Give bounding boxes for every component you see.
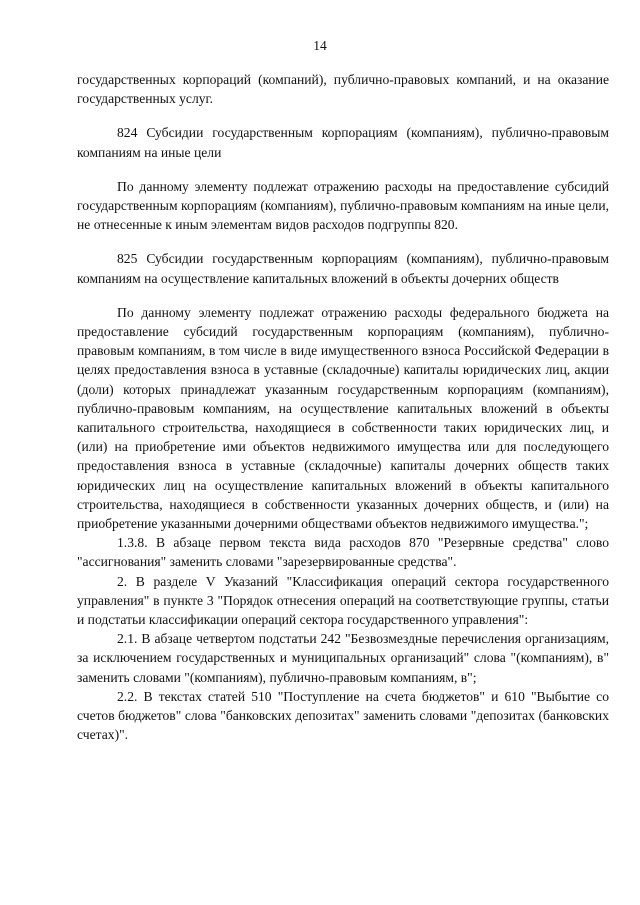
paragraph-item-1-3-8: 1.3.8. В абзаце первом текста вида расходов 870 "Резервные средства" слово "ассигнования" заменить словами "зарезервированные средства". <box>77 535 609 570</box>
paragraph-heading-825: 825 Субсидии государственным корпорациям (компаниям), публично-правовым компаниям на осуществление капитальных вложений в объекты дочерних обществ <box>77 251 609 286</box>
paragraph-item-2-2: 2.2. В текстах статей 510 "Поступление на счета бюджетов" и 610 "Выбытие со счетов бюджетов" слова "банковских депозитах" заменить словами "депозитах (банковских счетах)". <box>77 688 609 743</box>
document-body <box>77 70 609 745</box>
paragraph-description-824: По данному элементу подлежат отражению расходы на предоставление субсидий государственным корпорациям (компаниям), публично-правовым компаниям на иные цели, не отнесенные к иным элементам видов расходов подгруппы 820. <box>77 178 609 233</box>
paragraph-item-2: 2. В разделе V Указаний "Классификация операций сектора государственного управления" в пункте 3 "Порядок отнесения операций на соответствующие группы, статьи и подстатьи классификации операций сектора государственного управления": <box>77 573 609 628</box>
paragraph-heading-824: 824 Субсидии государственным корпорациям (компаниям), публично-правовым компаниям на иные цели <box>77 125 609 160</box>
paragraph-item-2-1: 2.1. В абзаце четвертом подстатьи 242 "Безвозмездные перечисления организациям, за исключением государственных и муниципальных организаций" слова "(компаниям), в" заменить словами "(компаниям), публично-правовым компаниям, в"; <box>77 631 609 685</box>
paragraph-continuation: государственных корпораций (компаний), публично-правовых компаний, и на оказание государственных услуг. <box>77 72 609 107</box>
page-number: 14 <box>313 38 327 53</box>
paragraph-description-825: По данному элементу подлежат отражению расходы федерального бюджета на предоставление субсидий государственным корпорациям (компаниям), публично-правовым компаниям, в том числе в виде имущественного взноса Российской Федерации в целях предоставления взноса в уставные (складочные) капиталы юридических лиц, акции (доли) которых принадлежат указанным государственным корпорациям (компаниям), публично-правовым компаниям, на осуществление капитальных вложений в объекты капитального строительства, находящиеся в собственности таких юридических лиц, и (или) на приобретение ими объектов недвижимого имущества или для последующего предоставления взноса в уставные (складочные) капиталы дочерних обществ таких юридических лиц на осуществление капитальных вложений в объекты капитального строительства, находящиеся в собственности указанных дочерних обществ, и (или) на приобретение указанными дочерними обществами объектов недвижимого имущества."; <box>77 304 609 532</box>
